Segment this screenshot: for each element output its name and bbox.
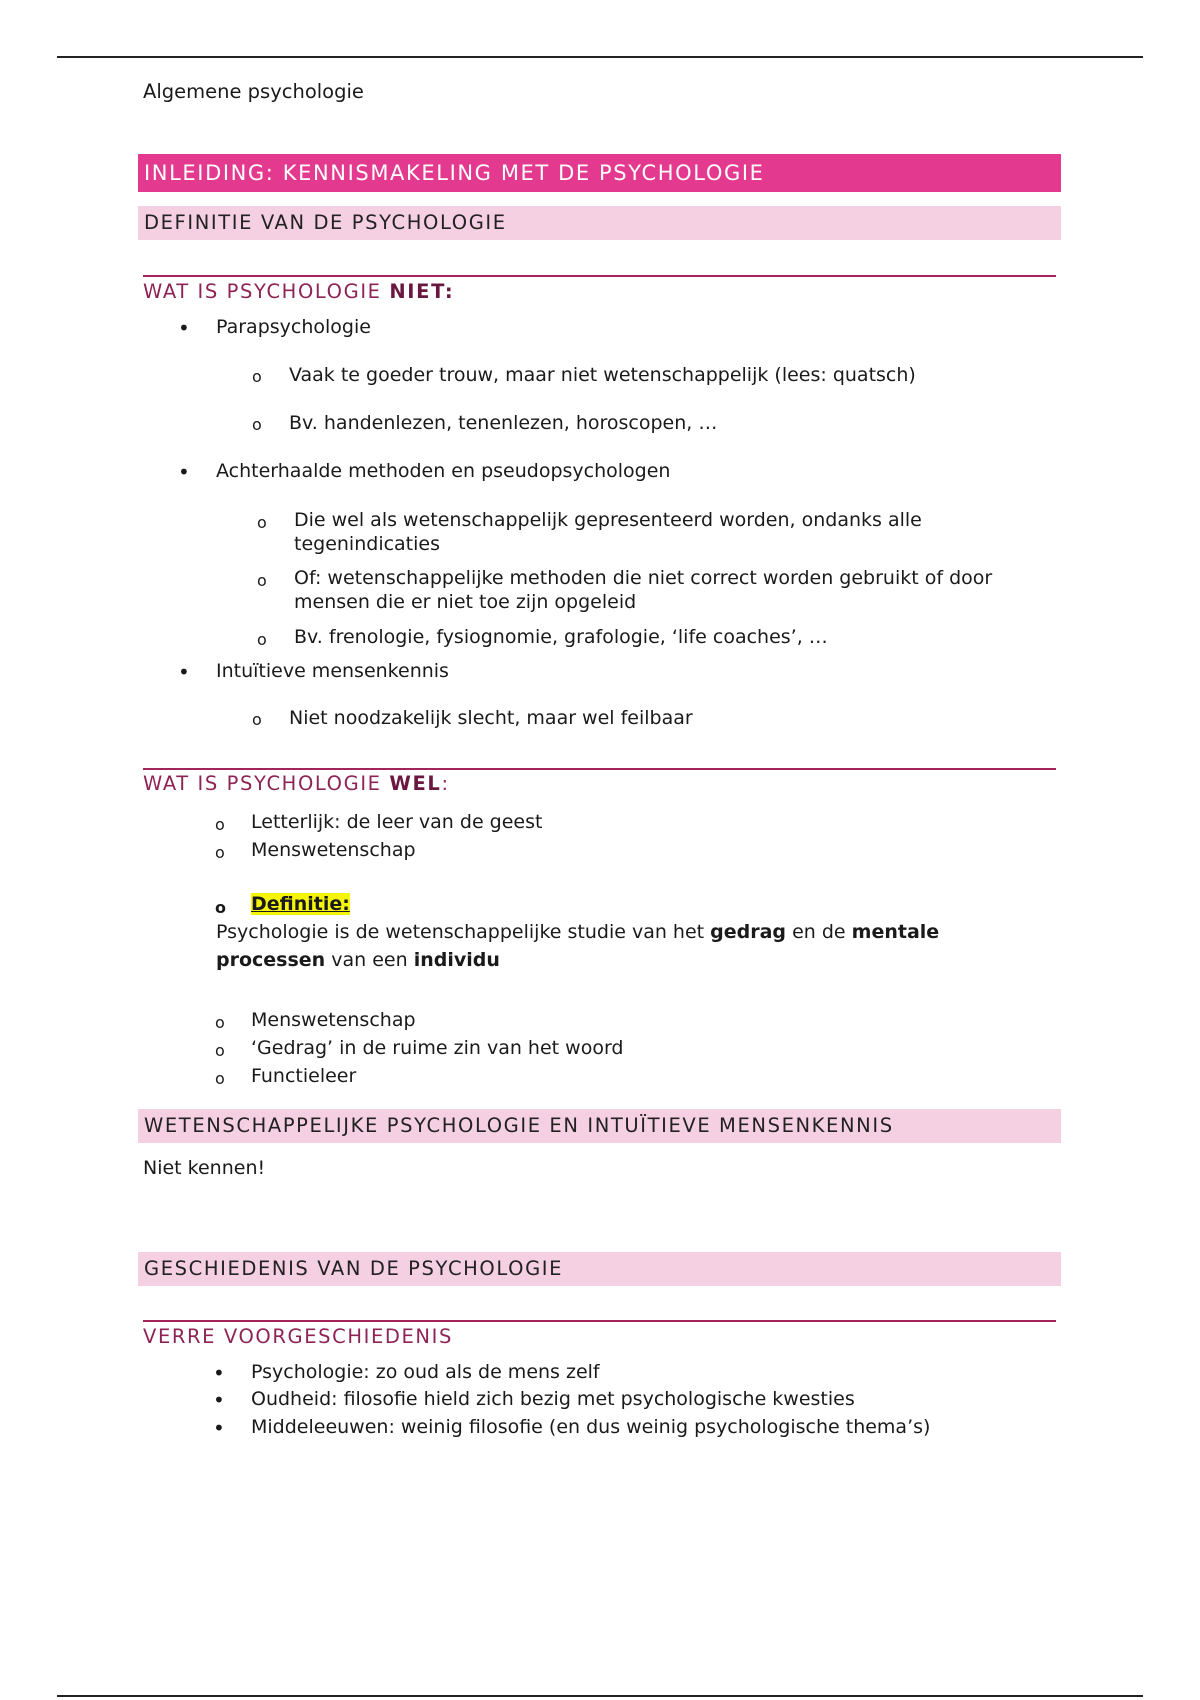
list-item: Menswetenschap	[251, 839, 416, 861]
list-item: Niet noodzakelijk slecht, maar wel feilbaar	[289, 707, 693, 729]
list-item: Bv. frenologie, fysiognomie, grafologie, ‘life coaches’, …	[294, 626, 828, 648]
definition-text-line1	[216, 921, 939, 943]
heading-wel-colon: :	[441, 772, 450, 795]
list-item-parapsychologie: Parapsychologie	[216, 316, 371, 338]
section-rule-niet	[143, 275, 1056, 277]
definition-label	[251, 893, 350, 915]
heading-inleiding: INLEIDING: KENNISMAKELING MET DE PSYCHOLOGIE	[138, 154, 1061, 192]
definition-label-text: Definitie:	[251, 893, 350, 915]
list-item: Of: wetenschappelijke methoden die niet correct worden gebruikt of door	[294, 567, 993, 589]
page-bottom-rule	[57, 1695, 1143, 1697]
heading-geschiedenis: GESCHIEDENIS VAN DE PSYCHOLOGIE	[138, 1252, 1061, 1286]
heading-wel-text: WAT IS PSYCHOLOGIE	[143, 772, 390, 795]
list-item: Functieleer	[251, 1065, 357, 1087]
list-item-intuitieve: Intuïtieve mensenkennis	[216, 660, 449, 682]
list-item: Psychologie: zo oud als de mens zelf	[251, 1361, 600, 1383]
heading-wat-is-wel	[143, 772, 450, 795]
list-item: Bv. handenlezen, tenenlezen, horoscopen, …	[289, 412, 718, 434]
heading-wetenschappelijke: WETENSCHAPPELIJKE PSYCHOLOGIE EN INTUÏTIEVE MENSENKENNIS	[138, 1109, 1061, 1143]
def-bold: processen	[216, 949, 326, 971]
sub-marker: o	[215, 843, 225, 862]
list-item: Middeleeuwen: weinig filosofie (en dus weinig psychologische thema’s)	[251, 1416, 931, 1438]
list-item: Die wel als wetenschappelijk gepresenteerd worden, ondanks alle	[294, 509, 922, 531]
heading-niet-text: WAT IS PSYCHOLOGIE	[143, 280, 390, 303]
sub-marker: o	[257, 513, 267, 532]
niet-kennen-text: Niet kennen!	[143, 1157, 266, 1179]
sub-marker: o	[252, 415, 262, 434]
list-item-achterhaalde: Achterhaalde methoden en pseudopsychologen	[216, 460, 671, 482]
definition-text-line2	[216, 949, 500, 971]
section-rule-wel	[143, 768, 1056, 770]
sub-marker: o	[215, 898, 226, 917]
heading-wel-bold: WEL	[389, 772, 442, 795]
def-bold: mentale	[851, 921, 940, 943]
heading-verre-voorgeschiedenis: VERRE VOORGESCHIEDENIS	[143, 1325, 453, 1348]
bullet-marker: •	[178, 316, 190, 340]
list-item: Letterlijk: de leer van de geest	[251, 811, 543, 833]
sub-marker: o	[252, 367, 262, 386]
sub-marker: o	[215, 1013, 225, 1032]
heading-niet-bold: NIET:	[389, 280, 455, 303]
list-item: Menswetenschap	[251, 1009, 416, 1031]
heading-definitie: DEFINITIE VAN DE PSYCHOLOGIE	[138, 206, 1061, 240]
sub-marker: o	[252, 710, 262, 729]
def-bold: gedrag	[710, 921, 787, 943]
bullet-marker: •	[178, 460, 190, 484]
sub-marker: o	[257, 630, 267, 649]
list-item: Vaak te goeder trouw, maar niet wetenschappelijk (lees: quatsch)	[289, 364, 916, 386]
sub-marker: o	[215, 1041, 225, 1060]
heading-wat-is-niet	[143, 280, 454, 303]
bullet-marker: •	[213, 1416, 225, 1440]
def-text: en de	[786, 921, 852, 943]
bullet-marker: •	[178, 660, 190, 684]
bullet-marker: •	[213, 1361, 225, 1385]
def-text: van een	[325, 949, 414, 971]
page-header-title: Algemene psychologie	[143, 80, 364, 103]
section-rule-verre	[143, 1320, 1056, 1322]
sub-marker: o	[257, 571, 267, 590]
list-item-continued: mensen die er niet toe zijn opgeleid	[294, 591, 637, 613]
list-item: ‘Gedrag’ in de ruime zin van het woord	[251, 1037, 624, 1059]
list-item-continued: tegenindicaties	[294, 533, 440, 555]
def-bold: individu	[413, 949, 500, 971]
bullet-marker: •	[213, 1388, 225, 1412]
page-top-rule	[57, 56, 1143, 58]
sub-marker: o	[215, 1069, 225, 1088]
sub-marker: o	[215, 815, 225, 834]
list-item: Oudheid: filosofie hield zich bezig met psychologische kwesties	[251, 1388, 855, 1410]
def-text: Psychologie is de wetenschappelijke studie van het	[216, 921, 711, 943]
